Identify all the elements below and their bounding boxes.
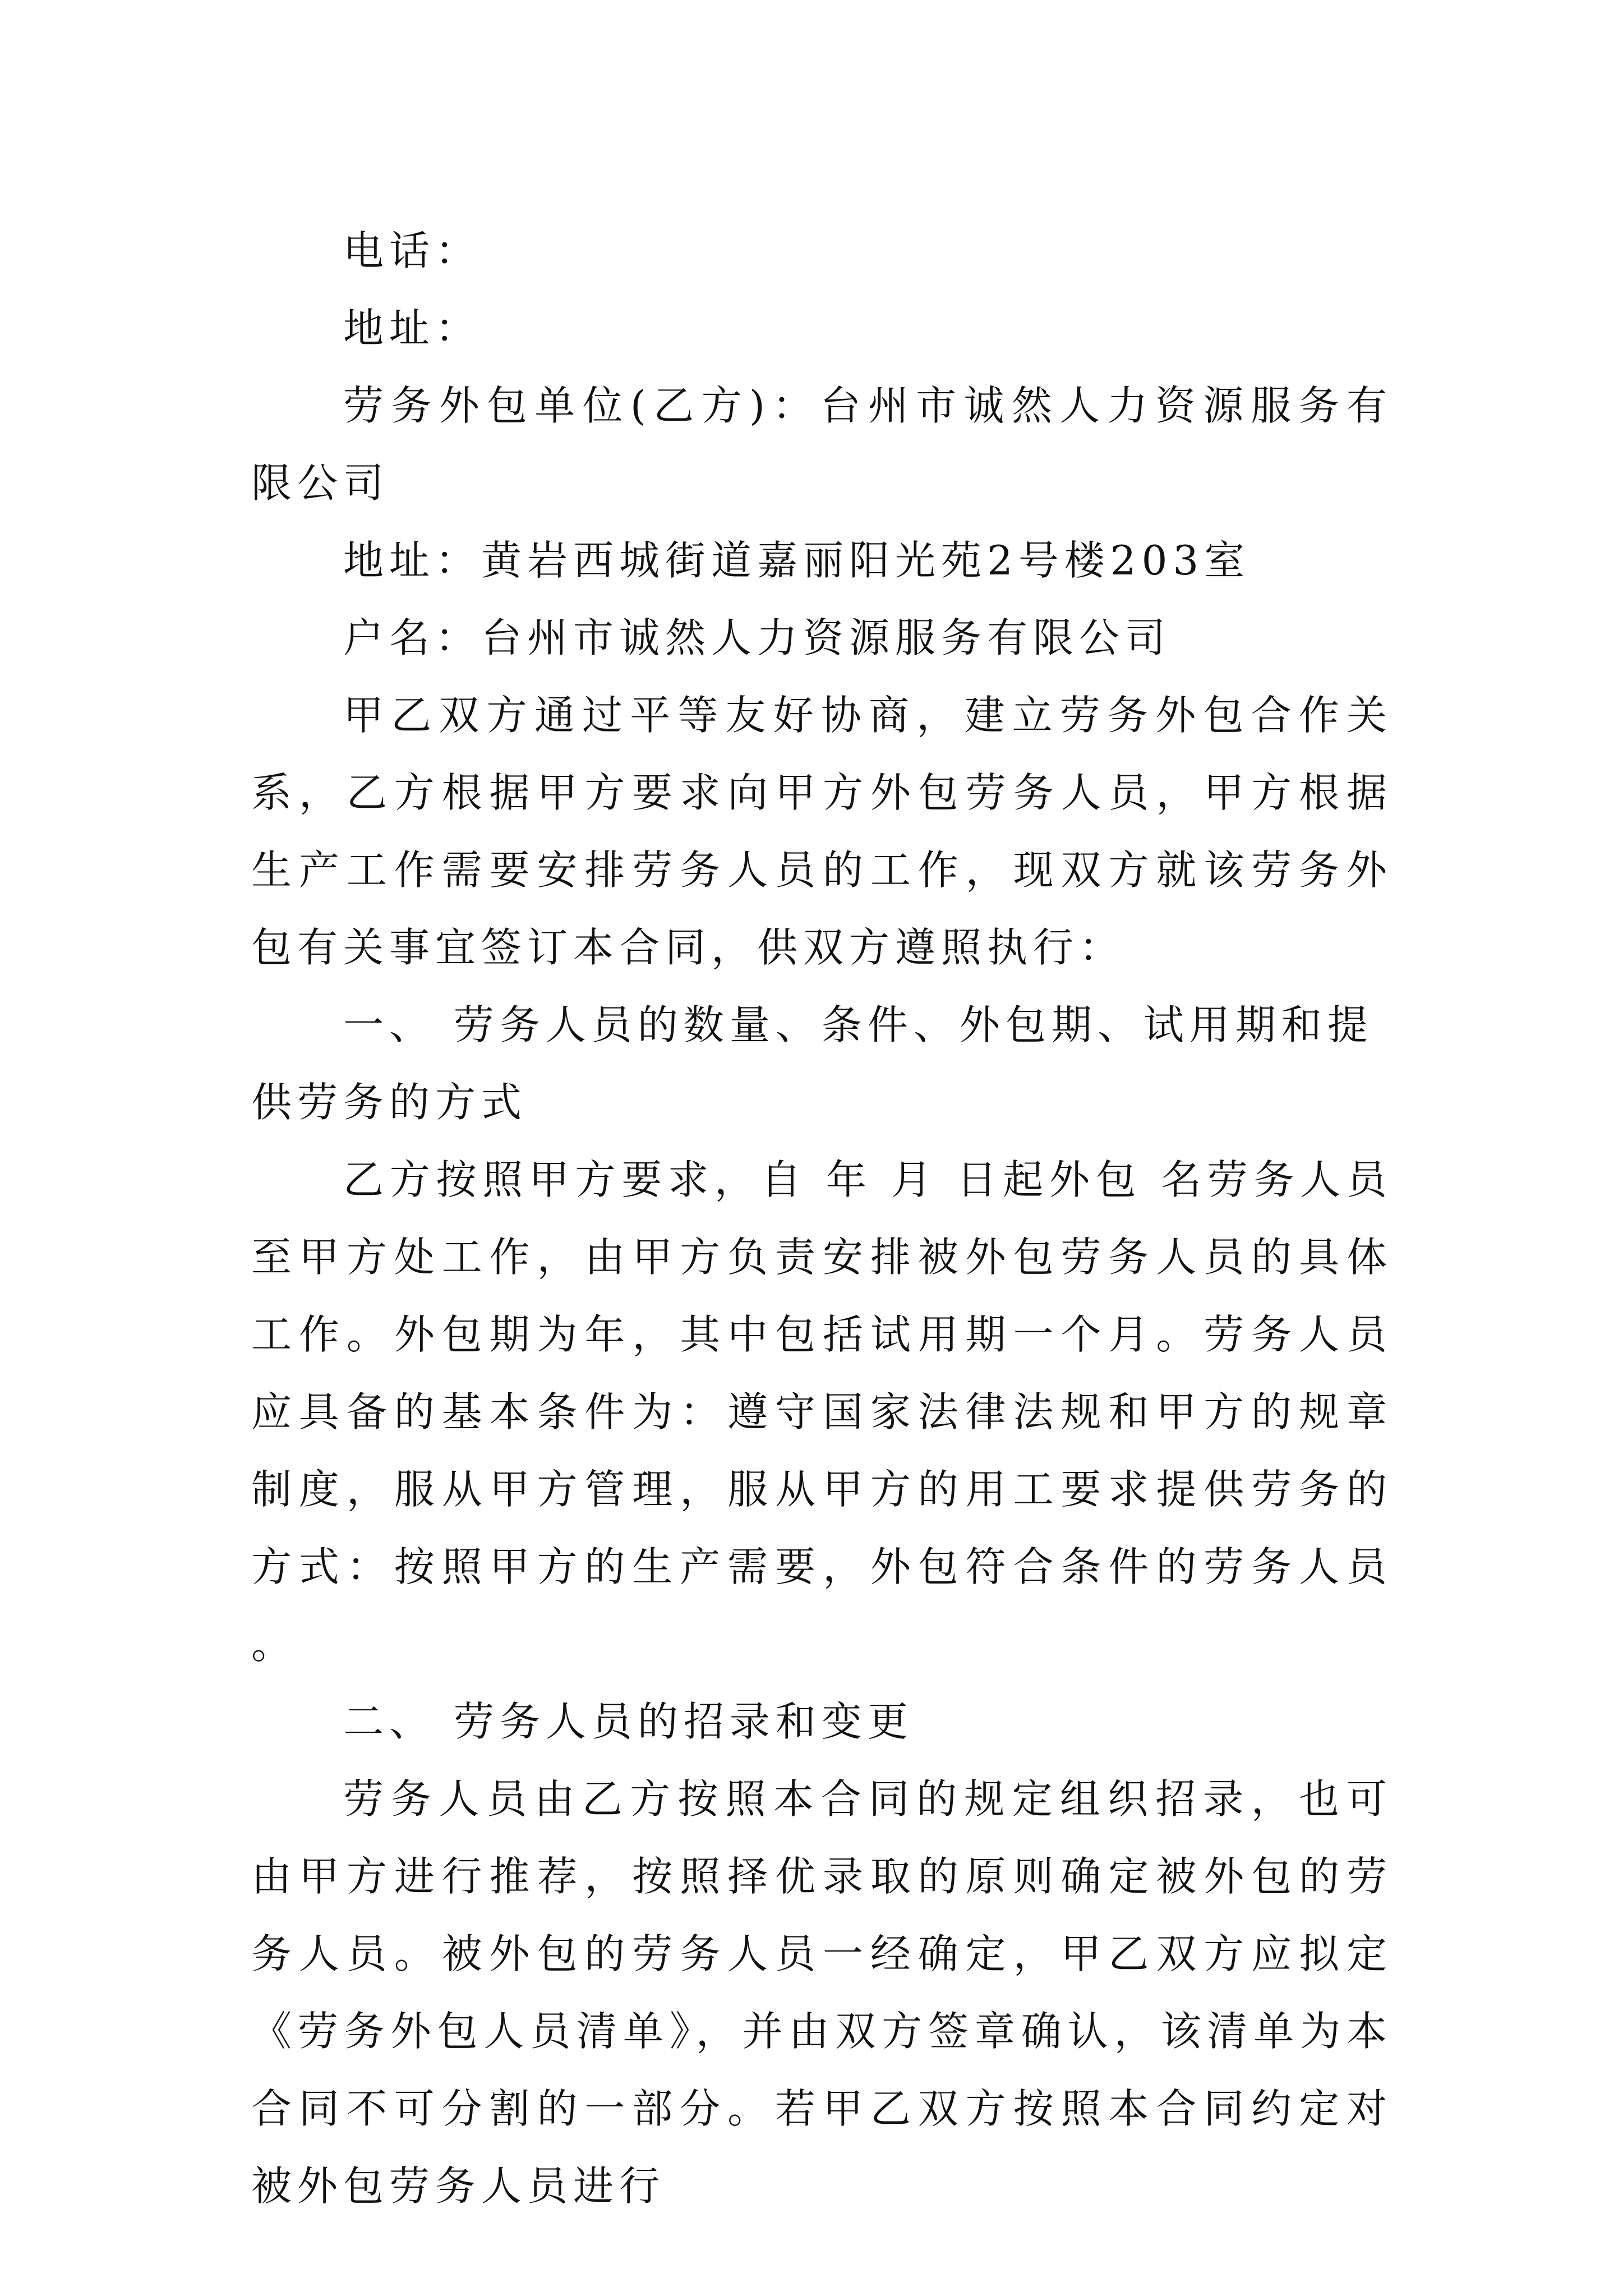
phone-line: 电话： [343,227,482,274]
section-2-heading: 二、 劳务人员的招录和变更 [343,1698,914,1745]
preamble-paragraph: 甲乙双方通过平等友好协商，建立劳务外包合作关系，乙方根据甲方要求向甲方外包劳务人员，甲方根据生产工作需要安排劳务人员的工作，现双方就该劳务外包有关事宜签订本合同，供双方遵照执行： [251,692,1393,971]
account-name-line: 户名：台州市诚然人力资源服务有限公司 [343,614,1172,661]
address-line: 地址： [343,305,482,352]
section-1-heading: 一、 劳务人员的数量、条件、外包期、试用期和提供劳务的方式 [251,1001,1373,1126]
section-1-paragraph: 乙方按照甲方要求，自 年 月 日起外包 名劳务人员至甲方处工作，由甲方负责安排被外包劳务人员的具体工作。外包期为年，其中包括试用期一个月。劳务人员应具备的基本条件为：遵守国家法律法规和甲方的规章制度，服从甲方管理，服从甲方的用工要求提供劳务的方式：按照甲方的生产需要，外包符合条件的劳务人员。 [251,1156,1393,1668]
section-2-paragraph: 劳务人员由乙方按照本合同的规定组织招录，也可由甲方进行推荐，按照择优录取的原则确定被外包的劳务人员。被外包的劳务人员一经确定，甲乙双方应拟定《劳务外包人员清单》，并由双方签章确认，该清单为本合同不可分割的一部分。若甲乙双方按照本合同约定对被外包劳务人员进行 [251,1775,1393,2210]
document-body [251,212,1393,2225]
contractor-address-line: 地址：黄岩西城街道嘉丽阳光苑2号楼203室 [343,537,1251,584]
contractor-line: 劳务外包单位(乙方)：台州市诚然人力资源服务有限公司 [251,382,1393,507]
